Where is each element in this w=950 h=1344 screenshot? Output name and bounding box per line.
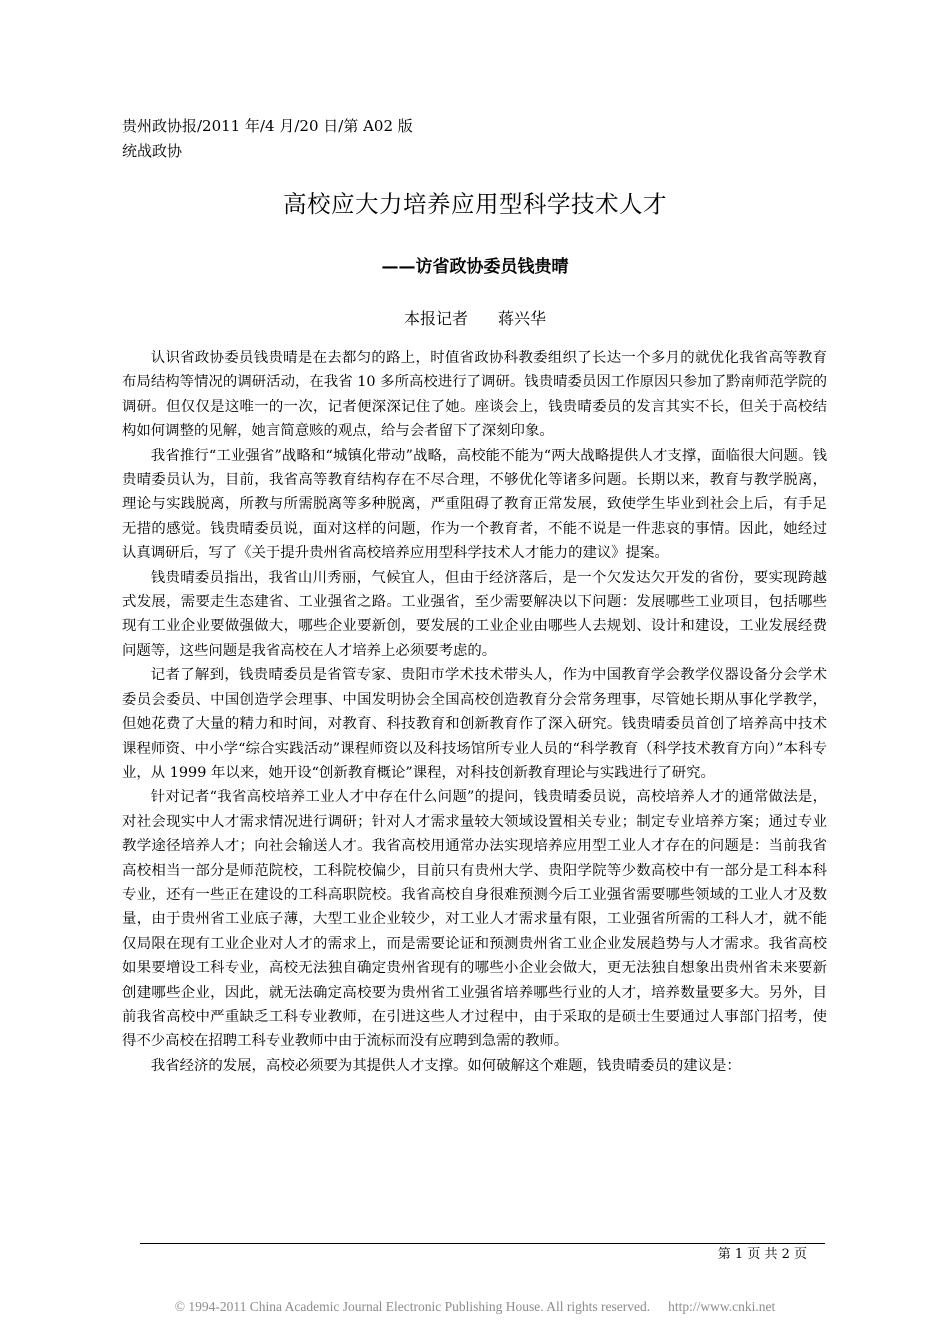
paragraph: 我省经济的发展，高校必须要为其提供人才支撑。如何破解这个难题，钱贵晴委员的建议是：	[150, 1057, 741, 1074]
source-section: 统战政协	[122, 142, 183, 160]
copyright-text: © 1994-2011 China Academic Journal Electronic Publishing House. All rights reserved.	[174, 1299, 651, 1314]
byline-role: 本报记者	[403, 309, 468, 328]
paragraph: 认识省政协委员钱贵晴是在去都匀的路上，时值省政协科教委组织了长达一个多月的就优化我省高等教育布局结构等情况的调研活动，在我省 10 多所高校进行了调研。钱贵晴委员因工作原因只参加了黔南师范学院的调研。但仅仅是这唯一的一次，记者便深深记住了她。座谈会上，钱贵晴委员的发言其实不长，但关于高校结构如何调整的见解，她言简意赅的观点，给与会者留下了深刻印象。	[122, 350, 827, 440]
paragraph: 我省推行“工业强省”战略和“城镇化带动”战略，高校能不能为“两大战略提供人才支撑，面临很大问题。钱贵晴委员认为，目前，我省高等教育结构存在不尽合理，不够优化等诸多问题。长期以来，教育与教学脱离，理论与实践脱离，所教与所需脱离等多种脱离，严重阻碍了教育正常发展，致使学生毕业到社会上后，有手足无措的感觉。钱贵晴委员说，面对这样的问题，作为一个教育者，不能不说是一件悲哀的事情。因此，她经过认真调研后，写了《关于提升贵州省高校培养应用型科学技术人才能力的建议》提案。	[122, 447, 827, 562]
byline	[0, 305, 950, 333]
source-citation: 贵州政协报/2011 年/4 月/20 日/第 A02 版	[122, 117, 413, 135]
article-title: 高校应大力培养应用型科学技术人才	[283, 190, 667, 218]
source-info	[122, 114, 413, 164]
page-number: 第 1 页 共 2 页	[717, 1247, 807, 1262]
copyright-url: http://www.cnki.net	[668, 1299, 776, 1314]
paragraph: 针对记者“我省高校培养工业人才中存在什么问题”的提问，钱贵晴委员说，高校培养人才的通常做法是，对社会现实中人才需求情况进行调研；针对人才需求量较大领域设置相关专业；制定专业培养方案；通过专业教学途径培养人才；向社会输送人才。我省高校用通常办法实现培养应用型工业人才存在的问题是：当前我省高校相当一部分是师范院校，工科院校偏少，目前只有贵州大学、贵阳学院等少数高校中有一部分是工科本科专业，还有一些正在建设的工科高职院校。我省高校自身很难预测今后工业强省需要哪些领域的工业人才及数量，由于贵州省工业底子薄，大型工业企业较少，对工业人才需求量有限，工业强省所需的工科人才，就不能仅局限在现有工业企业对人才的需求上，而是需要论证和预测贵州省工业企业发展趋势与人才需求。我省高校如果要增设工科专业，高校无法独自确定贵州省现有的哪些小企业会做大，更无法独自想象出贵州省未来要新创建哪些企业，因此，就无法确定高校要为贵州省工业强省培养哪些行业的人才，培养数量要多大。另外，目前我省高校中严重缺乏工科专业教师，在引进这些人才过程中，由于采取的是硕士生要通过人事部门招考，使得不少高校在招聘工科专业教师中由于流标而没有应聘到急需的教师。	[122, 789, 827, 1050]
byline-author: 蒋兴华	[498, 309, 547, 328]
paragraph: 钱贵晴委员指出，我省山川秀丽，气候宜人，但由于经济落后，是一个欠发达欠开发的省份，要实现跨越式发展，需要走生态建省、工业强省之路。工业强省，至少需要解决以下问题：发展哪些工业项目，包括哪些现有工业企业要做强做大，哪些企业要新创，要发展的工业企业由哪些人去规划、设计和建设，工业发展经费问题等，这些问题是我省高校在人才培养上必须要考虑的。	[122, 569, 827, 659]
article-body	[122, 346, 827, 1078]
article-subtitle: ——访省政协委员钱贵晴	[381, 257, 569, 277]
paragraph: 记者了解到，钱贵晴委员是省管专家、贵阳市学术技术带头人，作为中国教育学会教学仪器设备分会学术委员会委员、中国创造学会理事、中国发明协会全国高校创造教育分会常务理事，尽管她长期从事化学教学，但她花费了大量的精力和时间，对教育、科技教育和创新教育作了深入研究。钱贵晴委员首创了培养高中技术课程师资、中小学“综合实践活动”课程师资以及科技场馆所专业人员的“科学教育（科学技术教育方向）”本科专业，从 1999 年以来，她开设“创新教育概论”课程，对科技创新教育理论与实践进行了研究。	[122, 667, 827, 781]
copyright-watermark	[0, 1296, 950, 1318]
